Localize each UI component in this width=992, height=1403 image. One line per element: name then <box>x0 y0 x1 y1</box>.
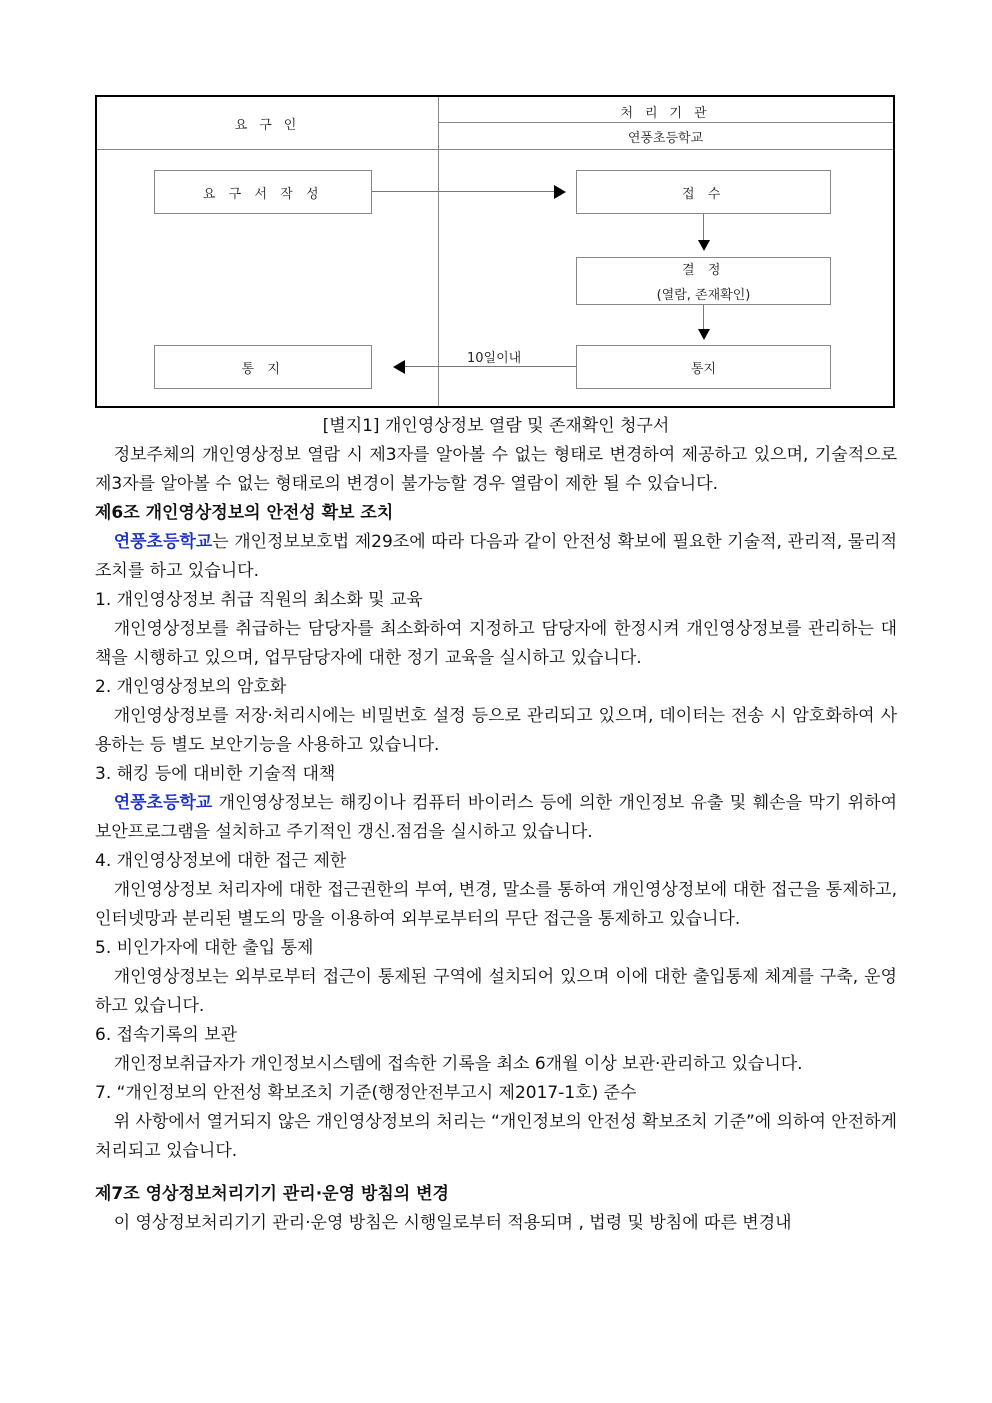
figure-caption: [별지1] 개인영상정보 열람 및 존재확인 청구서 <box>322 416 670 436</box>
notify-processor-label: 통지 <box>690 361 717 377</box>
connector-request-to-receive <box>372 191 555 192</box>
item-1-body: 개인영상정보를 취급하는 담당자를 최소화하여 지정하고 담당자에 한정시켜 개인영상정보를 관리하는 대책을 시행하고 있으며, 업무담당자에 대한 정기 교육을 실시하고 있습니다. <box>95 619 897 668</box>
requester-column-header: 요 구 인 <box>234 118 301 133</box>
notify-requester-box <box>154 345 372 389</box>
school-name: 연풍초등학교 <box>113 532 213 552</box>
arrow-right-icon <box>554 185 566 199</box>
connector-receive-to-decide <box>703 214 704 240</box>
notify-requester-label: 통 지 <box>241 361 285 377</box>
connector-notify-to-requester <box>405 366 576 367</box>
item-7-body: 위 사항에서 열거되지 않은 개인영상정보의 처리는 “개인정보의 안전성 확보조치 기준”에 의하여 안전하게 처리되고 있습니다. <box>95 1112 897 1161</box>
document-body <box>95 412 897 1238</box>
decide-label: 결 정 <box>682 263 725 278</box>
item-6-heading: 6. 접속기록의 보관 <box>95 1025 237 1045</box>
processor-column-header: 처 리 기 관 <box>620 106 711 121</box>
arrow-down-icon <box>698 329 710 340</box>
write-request-box <box>154 170 372 214</box>
item-1-heading: 1. 개인영상정보 취급 직원의 최소화 및 교육 <box>95 590 423 610</box>
item-3-heading: 3. 해킹 등에 대비한 기술적 대책 <box>95 764 336 784</box>
arrow-left-icon <box>393 360 405 374</box>
item-2-body: 개인영상정보를 저장·처리시에는 비밀번호 설정 등으로 관리되고 있으며, 데이터는 전송 시 암호화하여 사용하는 등 별도 보안기능을 사용하고 있습니다. <box>95 706 897 755</box>
deadline-label: 10일이내 <box>467 351 522 366</box>
process-flow-diagram <box>95 95 895 408</box>
connector-decide-to-notify <box>703 305 704 329</box>
decide-sub-label: (열람, 존재확인) <box>656 288 751 303</box>
decide-box <box>576 257 831 305</box>
school-name: 연풍초등학교 <box>113 793 213 813</box>
item-6-body: 개인정보취급자가 개인정보시스템에 접속한 기록을 최소 6개월 이상 보관·관리하고 있습니다. <box>113 1054 803 1074</box>
processor-name: 연풍초등학교 <box>627 131 704 146</box>
notify-processor-box <box>576 345 831 389</box>
receive-box <box>576 170 831 214</box>
item-2-heading: 2. 개인영상정보의 암호화 <box>95 677 287 697</box>
header-divider <box>97 149 893 150</box>
article6-intro: 연풍초등학교는 개인정보보호법 제29조에 따라 다음과 같이 안전성 확보에 필요한 기술적, 관리적, 물리적 조치를 하고 있습니다. <box>95 532 897 581</box>
article7-title: 제7조 영상정보처리기기 관리·운영 방침의 변경 <box>95 1184 449 1204</box>
receive-label: 접 수 <box>682 186 725 202</box>
section-spacer <box>95 1166 897 1180</box>
item-4-body: 개인영상정보 처리자에 대한 접근권한의 부여, 변경, 말소를 통하여 개인영상정보에 대한 접근을 통제하고, 인터넷망과 분리된 별도의 망을 이용하여 외부로부터의 무단 접근을 통제하고 있습니다. <box>95 880 897 929</box>
processor-header-divider <box>438 122 893 123</box>
item-7-heading: 7. “개인정보의 안전성 확보조치 기준(행정안전부고시 제2017-1호) 준수 <box>95 1083 637 1103</box>
write-request-label: 요 구 서 작 성 <box>202 186 324 202</box>
intro-paragraph: 정보주체의 개인영상정보 열람 시 제3자를 알아볼 수 없는 형태로 변경하여 제공하고 있으며, 기술적으로 제3자를 알아볼 수 없는 형태로의 변경이 불가능할 경우 열람이 제한 될 수 있습니다. <box>95 445 897 494</box>
item-4-heading: 4. 개인영상정보에 대한 접근 제한 <box>95 851 347 871</box>
article7-body: 이 영상정보처리기기 관리·운영 방침은 시행일로부터 적용되며 , 법령 및 방침에 따른 변경내 <box>113 1213 792 1233</box>
item-3-body: 연풍초등학교 개인영상정보는 해킹이나 컴퓨터 바이러스 등에 의한 개인정보 유출 및 훼손을 막기 위하여 보안프로그램을 설치하고 주기적인 갱신.점검을 실시하고 있습니다. <box>95 793 897 842</box>
article6-title: 제6조 개인영상정보의 안전성 확보 조치 <box>95 503 394 523</box>
item-5-body: 개인영상정보는 외부로부터 접근이 통제된 구역에 설치되어 있으며 이에 대한 출입통제 체계를 구축, 운영하고 있습니다. <box>95 967 897 1016</box>
arrow-down-icon <box>698 240 710 251</box>
item-5-heading: 5. 비인가자에 대한 출입 통제 <box>95 938 314 958</box>
